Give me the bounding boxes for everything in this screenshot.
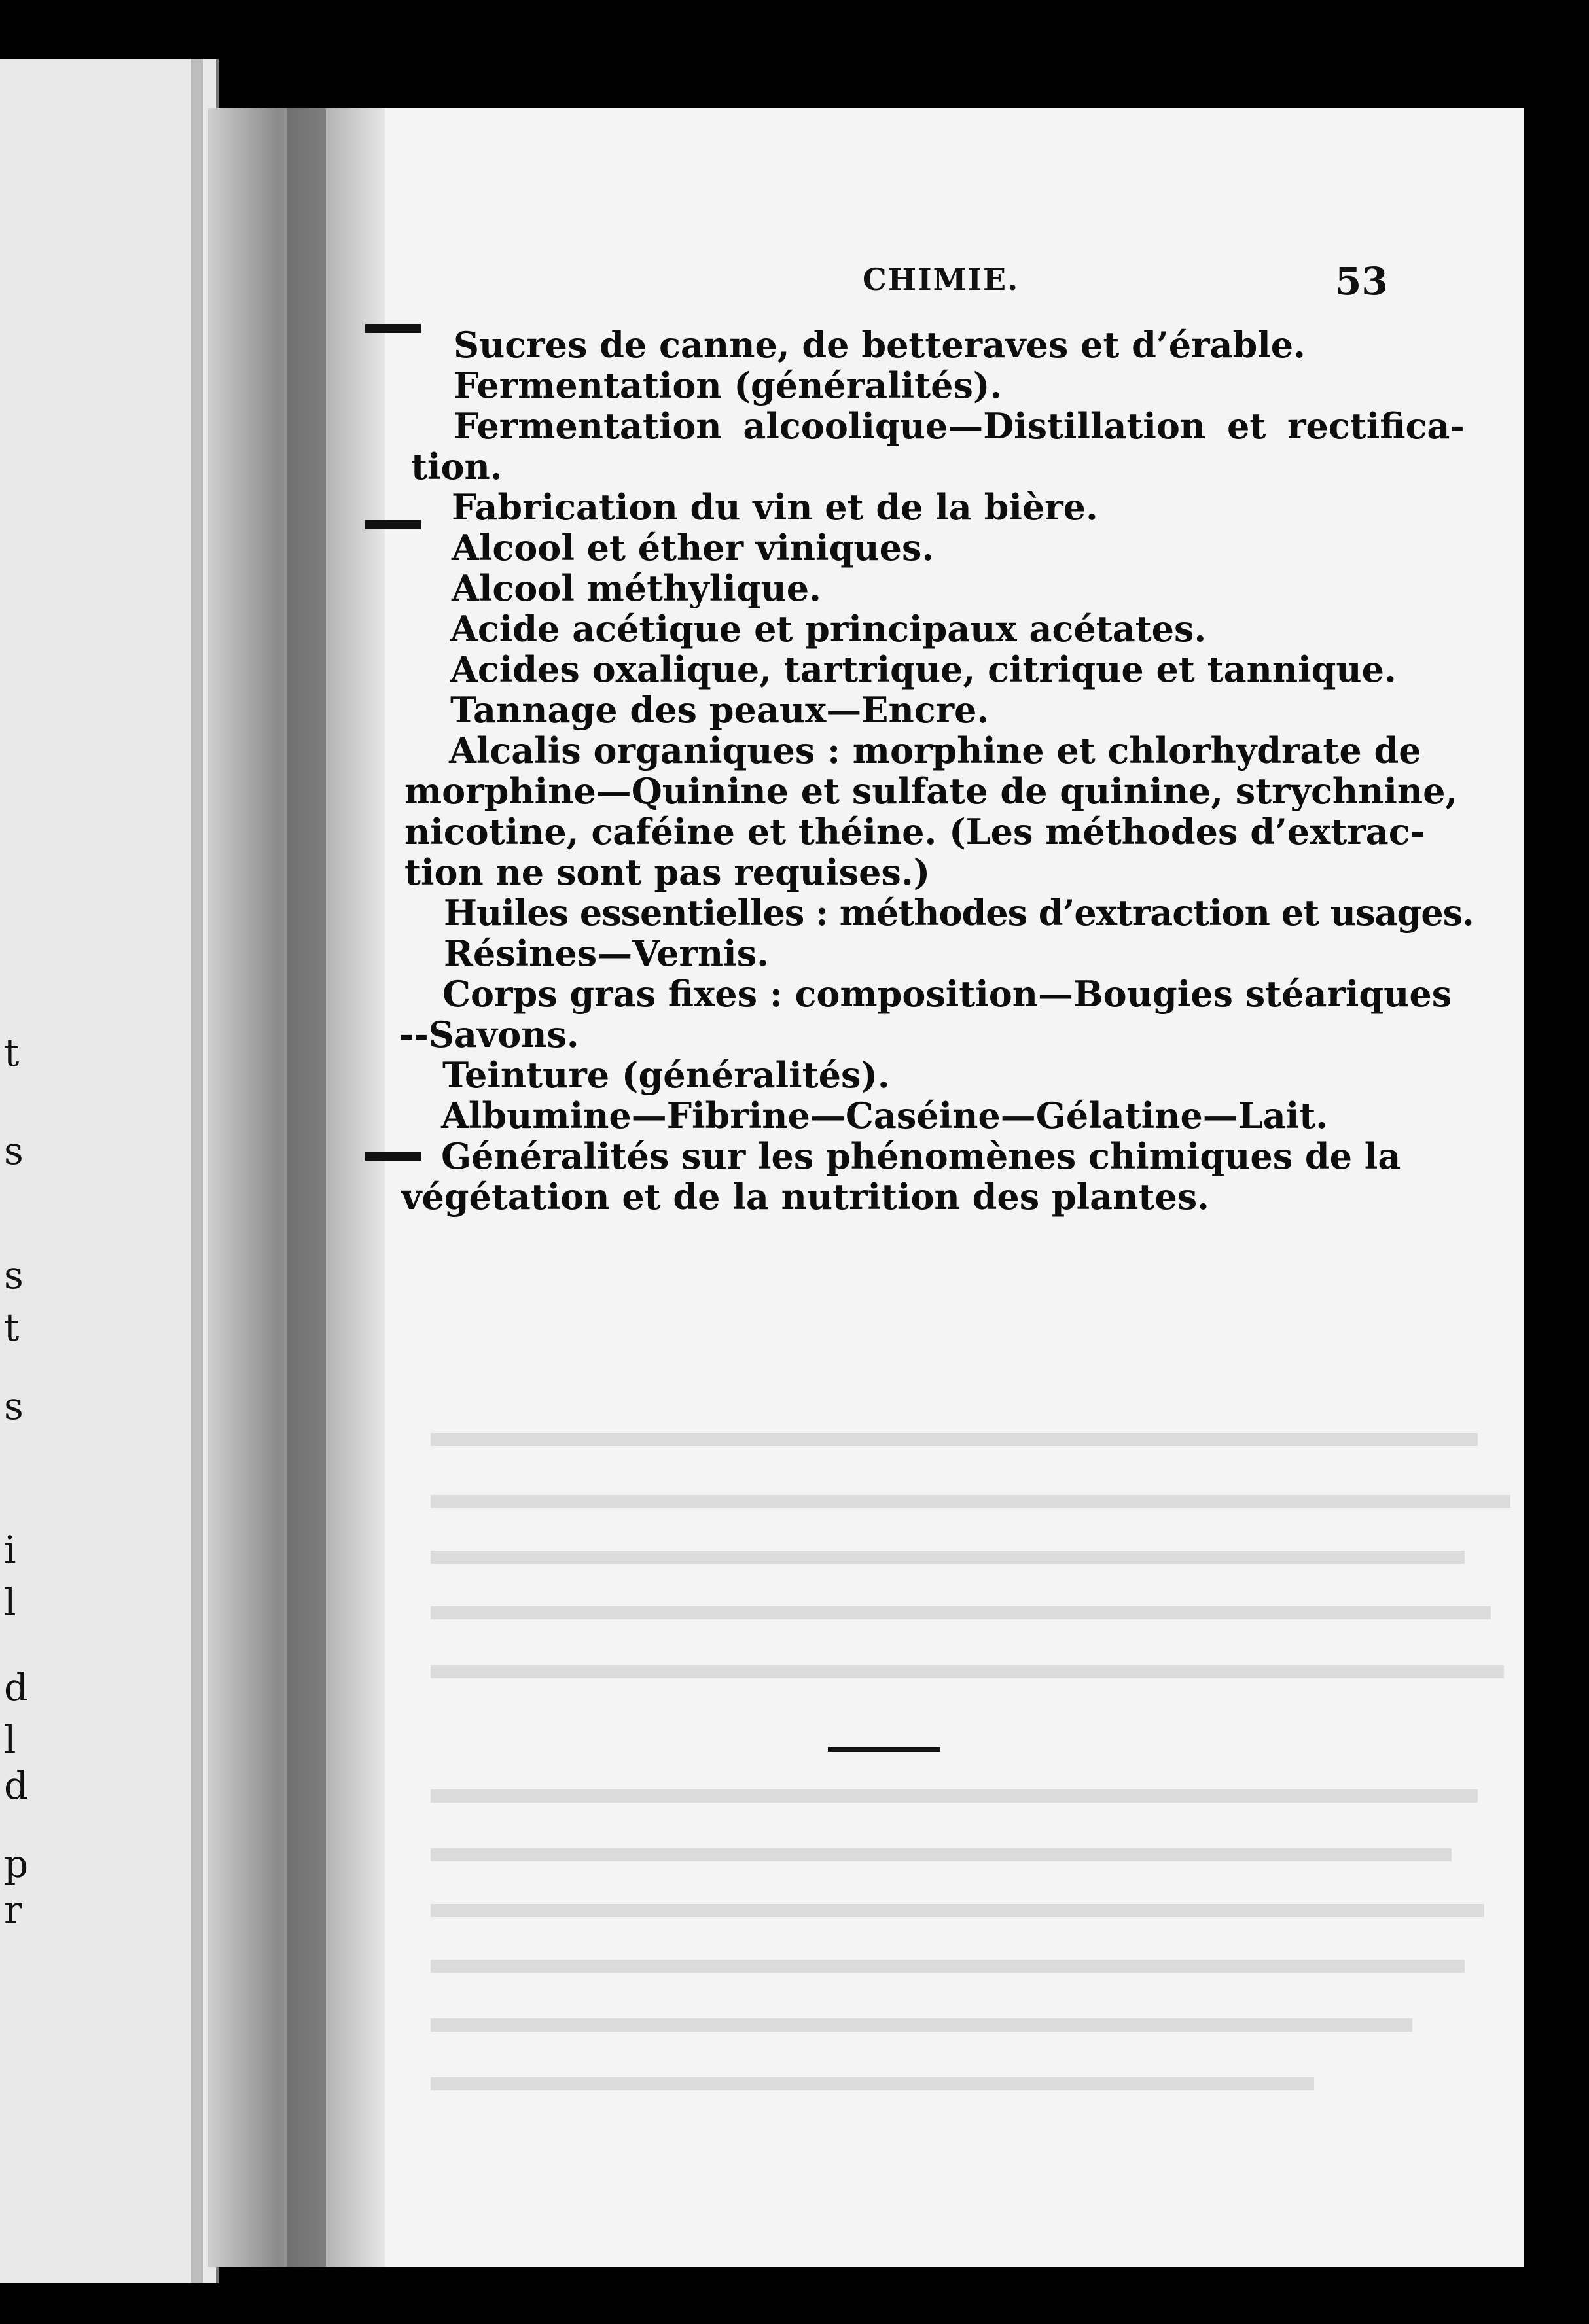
margin-fragment: l [4, 1580, 16, 1625]
text-line: Corps gras fixes : composition—Bougies stéariques [442, 973, 1452, 1015]
margin-fragment: s [4, 1253, 24, 1297]
bleed-through-text [431, 1433, 1478, 1446]
text-line: Teinture (généralités). [442, 1054, 890, 1096]
text-line: morphine—Quinine et sulfate de quinine, strychnine, [404, 770, 1458, 812]
bleed-through-text [431, 1848, 1452, 1861]
text-line: Huiles essentielles : méthodes d’extraction et usages. [444, 892, 1474, 934]
binding-thread [365, 520, 421, 529]
text-line: Alcalis organiques : morphine et chlorhydrate de [449, 730, 1421, 771]
bleed-through-text [431, 1606, 1491, 1619]
running-title: CHIMIE. [863, 262, 1020, 297]
text-line: Albumine—Fibrine—Caséine—Gélatine—Lait. [441, 1095, 1329, 1136]
margin-fragment: s [4, 1384, 24, 1428]
bleed-through-text [431, 1495, 1510, 1508]
bleed-through-text [431, 1665, 1504, 1678]
section-rule [828, 1747, 940, 1752]
margin-fragment: p [4, 1842, 29, 1886]
bleed-through-text [431, 1904, 1484, 1917]
page-number: 53 [1335, 259, 1388, 304]
bleed-through-text [431, 2077, 1314, 2090]
margin-fragment: s [4, 1129, 24, 1173]
text-line: Sucres de canne, de betteraves et d’érable. [454, 324, 1306, 366]
margin-fragment: d [4, 1665, 29, 1710]
text-line: tion. [411, 446, 503, 487]
text-line: tion ne sont pas requises.) [404, 851, 931, 893]
binding-shadow [287, 108, 326, 2267]
page-edge [191, 59, 203, 2283]
margin-fragment: t [4, 1030, 20, 1075]
book-page [208, 108, 1524, 2267]
binding-thread [365, 1152, 421, 1161]
text-line: nicotine, caféine et théine. (Les méthodes d’extrac- [404, 811, 1425, 853]
text-line: Généralités sur les phénomènes chimiques de la [441, 1135, 1401, 1177]
bleed-through-text [431, 2018, 1412, 2032]
text-line: --Savons. [399, 1013, 579, 1055]
text-line: Fermentation (généralités). [454, 364, 1003, 406]
text-line: Résines—Vernis. [444, 932, 769, 974]
text-line: Fabrication du vin et de la bière. [452, 486, 1098, 528]
margin-fragment: r [4, 1888, 22, 1932]
bleed-through-text [431, 1960, 1465, 1973]
text-line: végétation et de la nutrition des plantes. [401, 1176, 1209, 1218]
bleed-through-text [431, 1789, 1478, 1803]
binding-thread [365, 324, 421, 333]
text-line: Acides oxalique, tartrique, citrique et tannique. [450, 648, 1397, 690]
left-facing-page [0, 59, 219, 2283]
margin-fragment: d [4, 1763, 29, 1808]
text-line: Alcool et éther viniques. [452, 527, 935, 569]
text-line: Alcool méthylique. [452, 567, 821, 609]
margin-fragment: i [4, 1528, 16, 1572]
margin-fragment: l [4, 1717, 16, 1762]
text-line: Fermentation alcoolique—Distillation et rectifica- [454, 405, 1465, 447]
text-line: Tannage des peaux—Encre. [450, 689, 990, 731]
margin-fragment: t [4, 1305, 20, 1350]
text-line: Acide acétique et principaux acétates. [450, 608, 1207, 650]
bleed-through-text [431, 1551, 1465, 1564]
